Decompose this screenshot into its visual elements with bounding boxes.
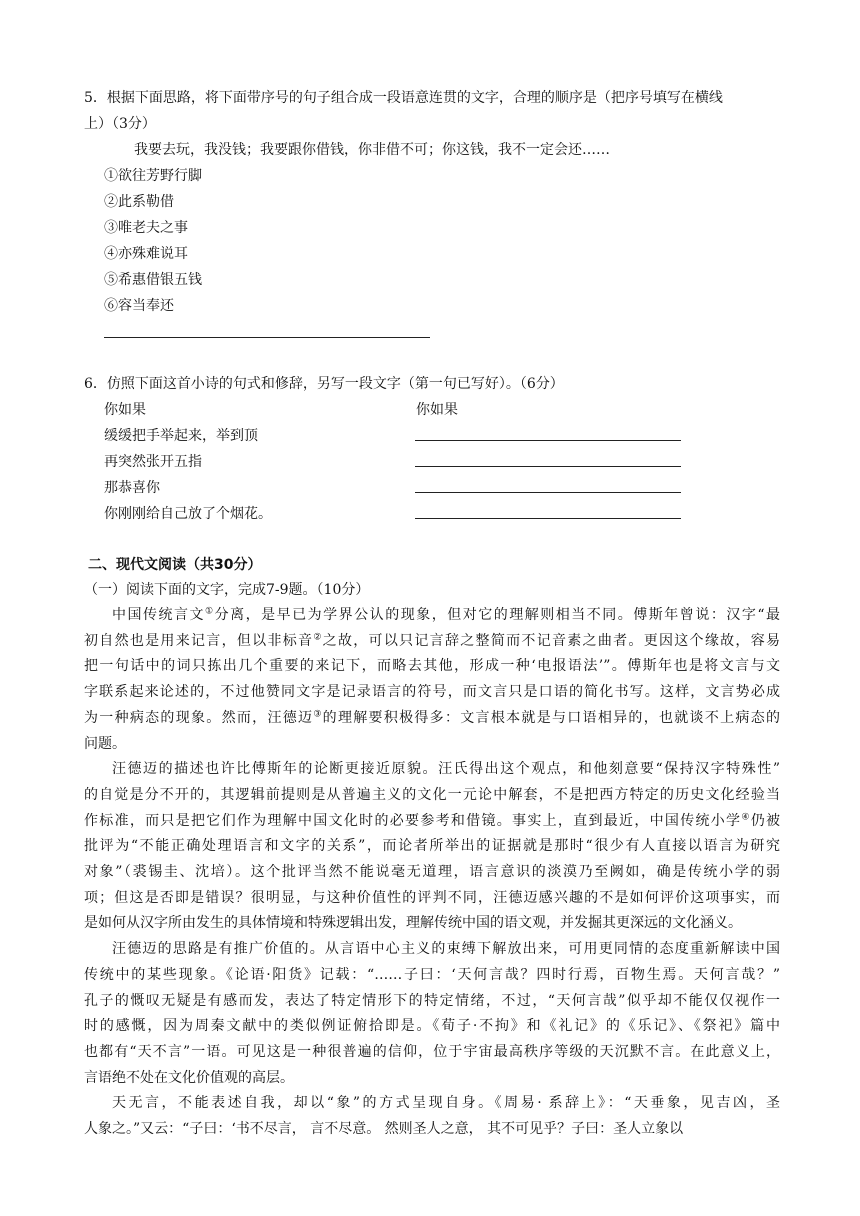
- q5-option: ⑤希惠借银五钱: [104, 272, 202, 288]
- q5-option: ③唯老夫之事: [104, 220, 188, 236]
- passage-line: [84, 734, 780, 754]
- passage-text: 对象”（裘锡圭、沈培）。这个批评当然不能说毫无道理，语言意识的淡漠乃至阙如，确是传统小学的弱: [84, 864, 780, 880]
- section-title: 二、现代文阅读（共30分）: [88, 557, 262, 573]
- passage-line: [84, 631, 780, 651]
- passage-text: 问题。: [84, 735, 126, 752]
- q6-poem-line: 你刚刚给自己放了个烟花。: [104, 506, 272, 522]
- q5-option: ⑥容当奉还: [104, 298, 174, 314]
- passage-text: 的自觉是分不开的，其逻辑前提则是从普遍主义的文化一元论中解套，不是把西方特定的历史文化经验当: [84, 786, 780, 803]
- passage-line: [84, 682, 780, 702]
- passage-text: 人象之。”又云：“子曰：‘书不尽言， 言不尽意。 然则圣人之意， 其不可见乎？子曰：圣人立象以: [84, 1121, 684, 1137]
- passage-text: 孔子的慨叹无疑是有感而发，表达了特定情形下的特定情绪，不过，“天何言哉”似乎却不能仅仅视作一: [84, 992, 780, 1009]
- passage-line: [84, 1119, 780, 1139]
- passage-text: 把一句话中的词只拣出几个重要的来记下，而略去其他，形成一种‘电报语法’”。傅斯年也是将文言与文: [84, 658, 780, 675]
- passage-text: 初自然也是用来记言，但以非标音: [84, 632, 314, 649]
- footnote-marker: ②: [313, 632, 323, 643]
- q6-poem-line: 再突然张开五指: [104, 454, 202, 470]
- q6-answer-first-line: 你如果: [416, 402, 458, 418]
- passage-text: 之故，可以只记言辞之整简而不记音素之曲者。更因这个缘故，容易: [322, 632, 780, 649]
- passage-line: [84, 1042, 780, 1062]
- passage-text: 中国传统言文: [112, 607, 206, 623]
- passage-text: 作标准，而只是把它们作为理解中国文化时的必要参考和借镜。事实上，直到最近，中国传统小学: [84, 812, 742, 829]
- passage-text: 分离，是早已为学界公认的现象，但对它的理解则相当不同。傅斯年曾说：汉字“最: [214, 607, 781, 623]
- passage-line: [112, 605, 780, 625]
- passage-line: [84, 811, 780, 831]
- section-subtitle: （一）阅读下面的文字，完成7-9题。（10分）: [84, 582, 370, 598]
- passage-text: 项；但这是否即是错误？很明显，与这种价值性的评判不同，汪德迈感兴趣的不是如何评价这项事实，而: [84, 889, 780, 906]
- passage-line: [84, 656, 780, 676]
- passage-text: 言语绝不处在文化价值观的高层。: [84, 1069, 294, 1086]
- passage-text: 天无言，不能表述自我，却以“象”的方式呈现自身。《周易· 系辞上》：“天垂象，见吉凶，圣: [112, 1095, 780, 1112]
- q6-poem-line: 那恭喜你: [104, 480, 160, 496]
- passage-text: 也都有“天不言”一语。可见这是一种很普遍的信仰，位于宇宙最高秩序等级的天沉默不言。在此意义上，: [84, 1043, 780, 1060]
- passage-text: 是如何从汉字所由发生的具体情境和特殊逻辑出发，理解传统中国的语文观，并发掘其更深远的文化涵义。: [84, 915, 742, 932]
- passage-line: [84, 965, 780, 985]
- passage-text: 批评为“不能正确处理语言和文字的关系”，而论者所举出的证据就是那时“很少有人直接以语言为研究: [84, 838, 780, 855]
- passage-line: [84, 708, 780, 728]
- passage-text: 为一种病态的现象。然而，汪德迈: [84, 709, 314, 726]
- passage-line: [112, 939, 780, 959]
- q6-poem-line: 缓缓把手举起来，举到顶: [104, 428, 258, 444]
- q6-answer-blank-4[interactable]: [415, 518, 681, 519]
- passage-text: 传统中的某些现象。《论语·阳货》记载：“……子曰：‘天何言哉？四时行焉，百物生焉。天何言哉？”: [84, 966, 780, 983]
- passage-text: 的理解要积极得多：文言根本就是与口语相异的，也就谈不上病态的: [322, 709, 780, 726]
- q5-option: ④亦殊难说耳: [104, 246, 188, 262]
- q5-prompt: 我要去玩，我没钱；我要跟你借钱，你非借不可；你这钱，我不一定会还……: [134, 142, 610, 158]
- q5-stem-line1: 5．根据下面思路，将下面带序号的句子组合成一段语意连贯的文字，合理的顺序是（把序号填写在横线: [84, 90, 723, 106]
- passage-line: [84, 836, 780, 856]
- passage-text: 汪德迈的思路是有推广价值的。从言语中心主义的束缚下解放出来，可用更同情的态度重新解读中国: [112, 941, 780, 958]
- passage-line: [84, 888, 780, 908]
- q6-poem-line: 你如果: [104, 402, 146, 418]
- passage-line: [84, 862, 780, 882]
- passage-text: 汪德迈的描述也许比傅斯年的论断更接近原貌。汪氏得出这个观点，和他刻意要“保持汉字特殊性”: [112, 761, 780, 778]
- footnote-marker: ④: [741, 811, 751, 822]
- q6-answer-blank-2[interactable]: [415, 466, 681, 467]
- q6-answer-blank-3[interactable]: [415, 492, 681, 493]
- q6-answer-blank-1[interactable]: [415, 440, 681, 441]
- passage-line: [112, 759, 780, 779]
- passage-line: [84, 1068, 780, 1088]
- q5-option: ②此系勒借: [104, 194, 174, 210]
- passage-line: [84, 991, 780, 1011]
- passage-line: [84, 913, 780, 933]
- footnote-marker: ①: [205, 606, 215, 617]
- passage-text: 仍被: [750, 812, 781, 829]
- q6-stem: 6．仿照下面这首小诗的句式和修辞，另写一段文字（第一句已写好）。（6分）: [84, 376, 564, 392]
- q5-answer-blank[interactable]: [104, 337, 430, 338]
- footnote-marker: ③: [313, 709, 323, 720]
- passage-line: [84, 1016, 780, 1036]
- passage-line: [84, 785, 780, 805]
- q5-stem-line2: 上）（3分）: [84, 116, 156, 132]
- passage-text: 时的感慨，因为周秦文献中的类似例证俯拾即是。《荀子·不拘》和《礼记》的《乐记》、《祭祀》篇中: [84, 1018, 780, 1035]
- passage-text: 字联系起来论述的，不过他赞同文字是记录语言的符号，而文言只是口语的简化书写。这样，文言势必成: [84, 684, 780, 701]
- passage-line: [112, 1093, 780, 1113]
- q5-option: ①欲往芳野行脚: [104, 168, 202, 184]
